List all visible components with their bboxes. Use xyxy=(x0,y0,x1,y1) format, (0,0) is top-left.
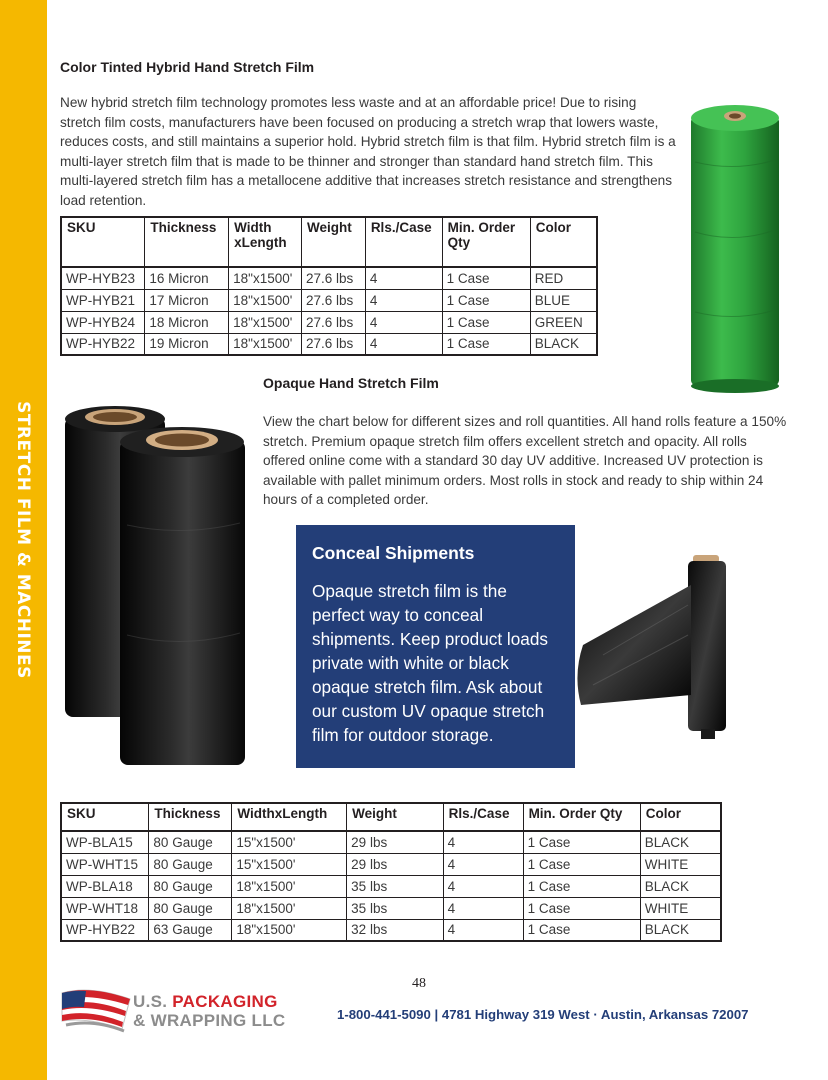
col-header: SKU xyxy=(61,803,149,831)
table-cell: BLACK xyxy=(640,919,721,941)
col-header: Width xLength xyxy=(229,217,302,267)
table-cell: 80 Gauge xyxy=(149,853,232,875)
table-cell: 4 xyxy=(443,875,523,897)
table-cell: 27.6 lbs xyxy=(302,311,366,333)
table-cell: 80 Gauge xyxy=(149,875,232,897)
table-cell: WHITE xyxy=(640,897,721,919)
table-cell: 18"x1500' xyxy=(229,311,302,333)
flag-icon xyxy=(60,985,132,1035)
table-cell: WHITE xyxy=(640,853,721,875)
sidebar-section-label: STRETCH FILM & MACHINES xyxy=(13,401,33,679)
col-header: Color xyxy=(645,806,682,821)
table-row xyxy=(61,875,721,897)
table-cell: 4 xyxy=(443,897,523,919)
table-cell: 4 xyxy=(365,311,442,333)
table-row xyxy=(61,919,721,941)
table-row xyxy=(61,831,721,853)
table-cell: BLACK xyxy=(530,333,597,355)
table-cell: 18 Micron xyxy=(145,311,229,333)
table-cell: WP-BLA15 xyxy=(61,831,149,853)
col-header: Rls./Case xyxy=(443,803,523,831)
table-cell: 1 Case xyxy=(523,897,640,919)
table-cell: WP-HYB21 xyxy=(61,289,145,311)
table-row xyxy=(61,289,597,311)
table-cell: 18"x1500' xyxy=(229,289,302,311)
table-cell: WP-HYB23 xyxy=(61,267,145,289)
black-stretch-film-rolls-image xyxy=(62,405,252,770)
table-cell: GREEN xyxy=(530,311,597,333)
table-row xyxy=(61,333,597,355)
opaque-table-header-row xyxy=(61,803,721,831)
col-header: Min. Order Qty xyxy=(523,803,640,831)
col-header: SKU xyxy=(61,217,145,267)
table-cell: 18"x1500' xyxy=(232,897,347,919)
table-cell: 27.6 lbs xyxy=(302,289,366,311)
table-cell: WP-HYB22 xyxy=(61,333,145,355)
table-cell: 35 lbs xyxy=(347,897,444,919)
green-stretch-film-roll-image xyxy=(687,102,783,394)
contact-info: 1-800-441-5090 | 4781 Highway 319 West · Austin, Arkansas 72007 xyxy=(337,1007,749,1022)
logo-text-line1 xyxy=(133,992,278,1012)
callout-text: Opaque stretch film is the perfect way to conceal shipments. Keep product loads private with white or black opaque stretch film. Ask about our custom UV opaque stretch film for outdoor storage. xyxy=(312,581,548,745)
table-cell: 1 Case xyxy=(523,919,640,941)
company-logo xyxy=(60,985,285,1035)
table-cell: 4 xyxy=(443,919,523,941)
hybrid-spec-table xyxy=(60,216,598,356)
table-cell: 1 Case xyxy=(523,853,640,875)
table-cell: 15"x1500' xyxy=(232,853,347,875)
logo-text-packaging: PACKAGING xyxy=(172,992,278,1011)
table-cell: 19 Micron xyxy=(145,333,229,355)
table-cell: BLUE xyxy=(530,289,597,311)
hybrid-title: Color Tinted Hybrid Hand Stretch Film xyxy=(60,59,315,75)
table-cell: BLACK xyxy=(640,875,721,897)
table-cell: WP-HYB22 xyxy=(61,919,149,941)
hybrid-table-header-row xyxy=(61,217,597,267)
table-cell: 29 lbs xyxy=(347,853,444,875)
table-cell: 18"x1500' xyxy=(229,333,302,355)
table-cell: 4 xyxy=(365,267,442,289)
conceal-shipments-callout xyxy=(296,525,575,768)
table-cell: BLACK xyxy=(640,831,721,853)
col-header: Thickness xyxy=(145,217,229,267)
table-cell: 4 xyxy=(365,333,442,355)
table-row xyxy=(61,897,721,919)
black-film-wrapping-image xyxy=(573,545,733,755)
table-cell: 4 xyxy=(443,853,523,875)
table-cell: 15"x1500' xyxy=(232,831,347,853)
table-cell: 18"x1500' xyxy=(232,919,347,941)
table-cell: WP-WHT15 xyxy=(61,853,149,875)
table-cell: WP-WHT18 xyxy=(61,897,149,919)
page-number: 48 xyxy=(412,976,426,991)
table-cell: 80 Gauge xyxy=(149,831,232,853)
col-header: Weight xyxy=(302,217,366,267)
table-cell: 18"x1500' xyxy=(229,267,302,289)
table-cell: 27.6 lbs xyxy=(302,267,366,289)
table-cell: 1 Case xyxy=(442,289,530,311)
table-cell: WP-HYB24 xyxy=(61,311,145,333)
table-cell: 4 xyxy=(443,831,523,853)
hybrid-description: New hybrid stretch film technology promotes less waste and at an affordable price! Due to rising stretch film costs, manufacturers have been focused on producing a stretch wrap that lowers waste, reduces costs, and still maintains a superior hold. Hybrid stretch film is that film. Hybrid stretch film is a multi-layer stretch film that is made to be thinner and stronger than standard hand stretch film. This multi-layered stretch film has a metallocene additive that increases stretch resistance and strengthens load retention. xyxy=(60,95,676,208)
table-cell: 1 Case xyxy=(442,267,530,289)
col-header: WidthxLength xyxy=(232,803,347,831)
table-cell: 27.6 lbs xyxy=(302,333,366,355)
table-cell: 1 Case xyxy=(523,831,640,853)
table-cell: 1 Case xyxy=(442,311,530,333)
table-row xyxy=(61,311,597,333)
table-row xyxy=(61,267,597,289)
opaque-spec-table xyxy=(60,802,722,942)
callout-title: Conceal Shipments xyxy=(312,543,475,563)
logo-text-us: U.S. xyxy=(133,992,173,1011)
table-cell: 18"x1500' xyxy=(232,875,347,897)
table-cell: 80 Gauge xyxy=(149,897,232,919)
col-header: Thickness xyxy=(149,803,232,831)
col-header: Weight xyxy=(347,803,444,831)
table-cell: 35 lbs xyxy=(347,875,444,897)
table-cell: 63 Gauge xyxy=(149,919,232,941)
table-cell: 16 Micron xyxy=(145,267,229,289)
table-cell: WP-BLA18 xyxy=(61,875,149,897)
table-row xyxy=(61,853,721,875)
opaque-title: Opaque Hand Stretch Film xyxy=(263,375,439,391)
table-cell: 1 Case xyxy=(442,333,530,355)
col-header: Rls./Case xyxy=(365,217,442,267)
table-cell: 1 Case xyxy=(523,875,640,897)
col-header: Min. Order Qty xyxy=(442,217,530,267)
table-cell: 4 xyxy=(365,289,442,311)
opaque-description: View the chart below for different sizes and roll quantities. All hand rolls feature a 150% stretch. Premium opaque stretch film offers excellent stretch and opacity. All rolls offered online come with a standard 30 day UV additive. Increased UV protection is available with pallet minimum orders. Most rolls in stock and ready to ship within 24 hours of a completed order. xyxy=(263,414,787,508)
table-cell: 29 lbs xyxy=(347,831,444,853)
col-header: Color xyxy=(535,220,571,235)
table-cell: 32 lbs xyxy=(347,919,444,941)
table-cell: RED xyxy=(530,267,597,289)
logo-text-line2: & WRAPPING LLC xyxy=(133,1011,286,1030)
table-cell: 17 Micron xyxy=(145,289,229,311)
